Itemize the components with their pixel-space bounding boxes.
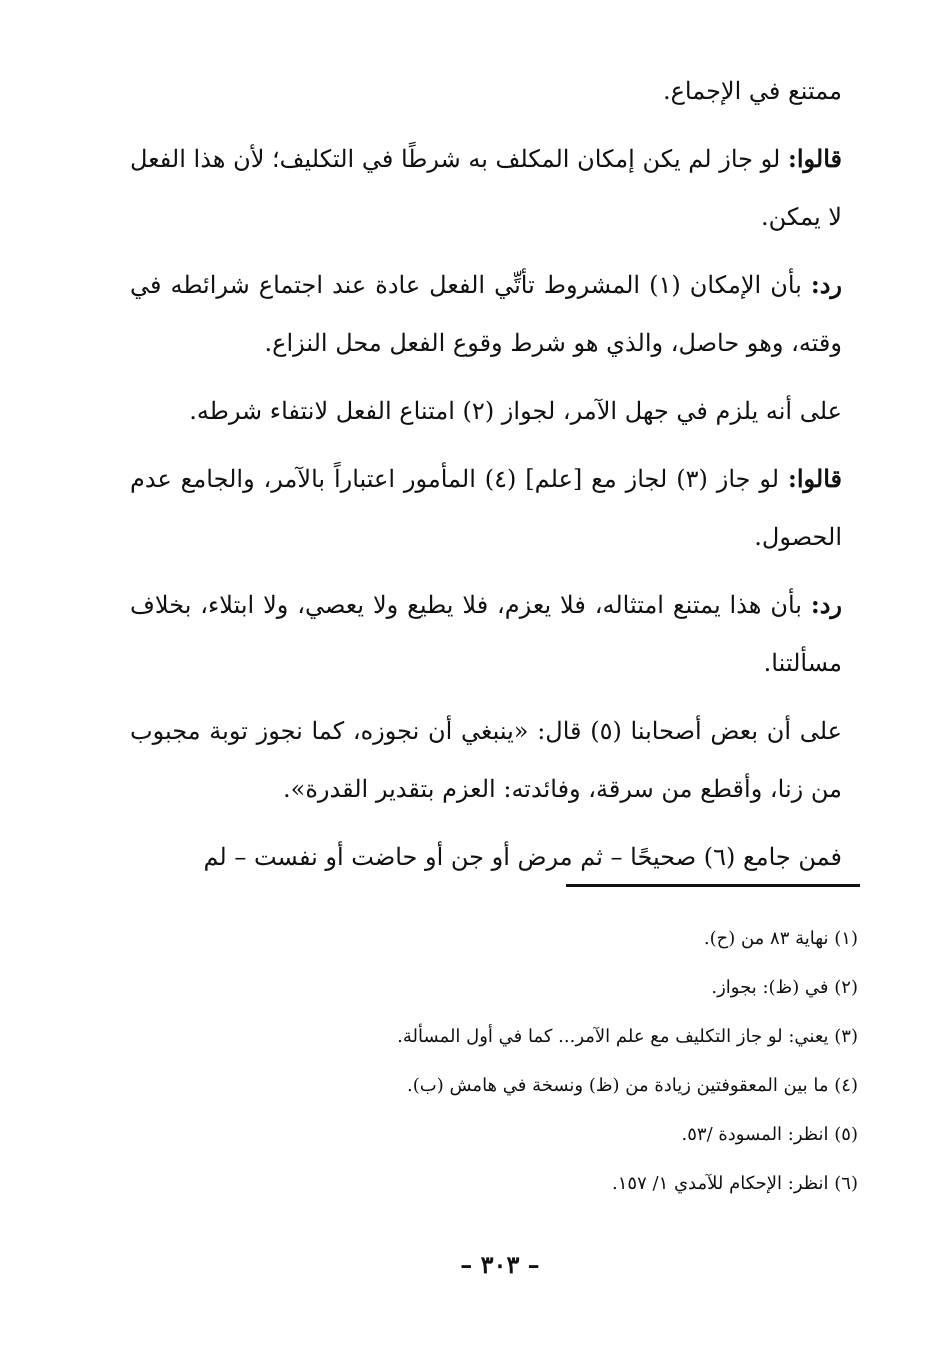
page-number: – ٣٠٣ – [460, 1250, 540, 1279]
footnote-6: (٦) انظر: الإحكام للآمدي ١/ ١٥٧. [612, 1173, 858, 1194]
paragraph-5-lead: قالوا: [787, 464, 843, 493]
paragraph-3-lead: رد: [810, 270, 842, 299]
paragraph-5-text: لو جاز (٣) لجاز مع [علم] (٤) المأمور اعتباراً بالآمر، والجامع عدم الحصول. [130, 465, 842, 551]
paragraph-4-text: على أنه يلزم في جهل الآمر، لجواز (٢) امتناع الفعل لانتفاء شرطه. [189, 397, 842, 425]
paragraph-8-text: فمن جامع (٦) صحيحًا – ثم مرض أو جن أو حاضت أو نفست – لم [203, 843, 842, 871]
paragraph-2 [130, 130, 842, 246]
paragraph-3 [130, 256, 842, 372]
paragraph-8 [130, 828, 842, 886]
footnote-2: (٢) في (ظ): بجواز. [711, 977, 858, 998]
paragraph-6-lead: رد: [810, 590, 842, 619]
paragraph-4 [130, 382, 842, 440]
paragraph-7 [130, 702, 842, 818]
paragraph-1 [130, 62, 842, 120]
footnote-5: (٥) انظر: المسودة /٥٣. [681, 1124, 858, 1145]
paragraph-7-text: على أن بعض أصحابنا (٥) قال: «ينبغي أن نجوزه، كما نجوز توبة مجبوب من زنا، وأقطع من سرقة، وفائدته: العزم بتقدير القدرة». [130, 717, 842, 803]
paragraph-6 [130, 576, 842, 692]
footnote-4: (٤) ما بين المعقوفتين زيادة من (ظ) ونسخة في هامش (ب). [407, 1075, 858, 1096]
paragraph-2-text: لو جاز لم يكن إمكان المكلف به شرطًا في التكليف؛ لأن هذا الفعل لا يمكن. [130, 145, 842, 231]
paragraph-5 [130, 450, 842, 566]
paragraph-6-text: بأن هذا يمتنع امتثاله، فلا يعزم، فلا يطيع ولا يعصي، ولا ابتلاء، بخلاف مسألتنا. [130, 591, 842, 677]
footnotes [200, 914, 858, 1208]
paragraph-2-lead: قالوا: [787, 144, 842, 173]
footnote-3: (٣) يعني: لو جاز التكليف مع علم الآمر... كما في أول المسألة. [397, 1026, 858, 1047]
paragraph-3-text: بأن الإمكان (١) المشروط تأتِّي الفعل عادة عند اجتماع شرائطه في وقته، وهو حاصل، والذي هو شرط وقوع الفعل محل النزاع. [130, 271, 842, 357]
footnote-divider [566, 884, 860, 887]
main-text [130, 62, 842, 886]
footnote-1: (١) نهاية ٨٣ من (ح). [703, 928, 858, 949]
paragraph-1-text: ممتنع في الإجماع. [662, 77, 842, 105]
